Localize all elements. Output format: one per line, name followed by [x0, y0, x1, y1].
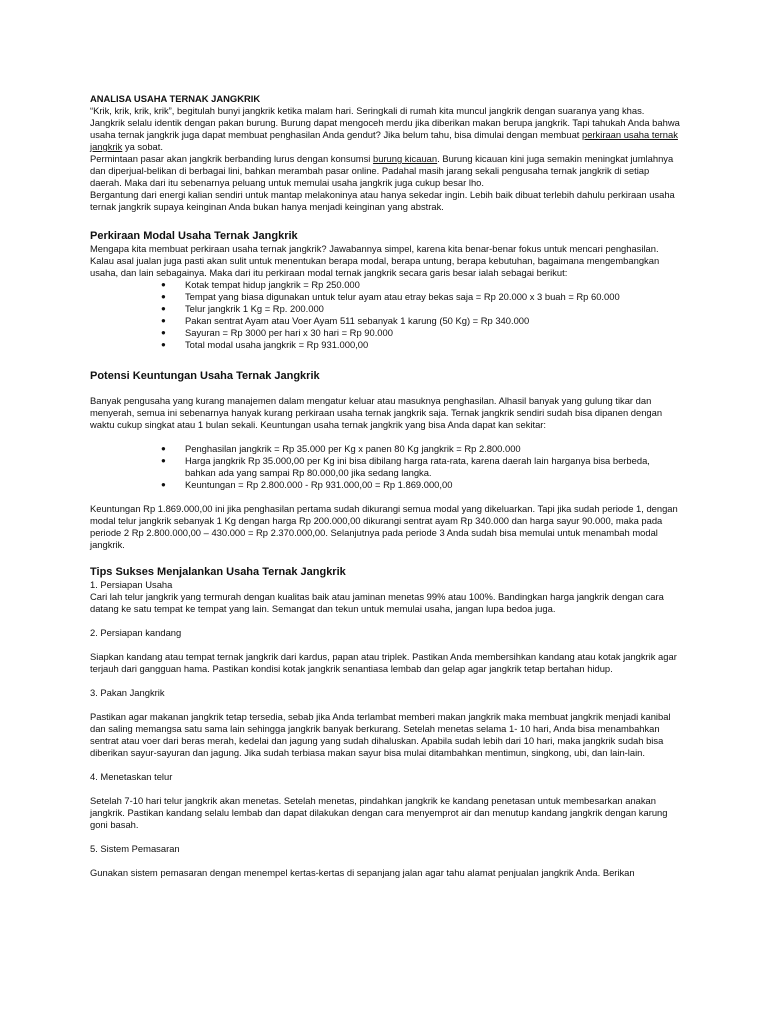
list-item: ● Telur jangkrik 1 Kg = Rp. 200.000 — [90, 303, 680, 315]
tips-section-3-title: 3. Pakan Jangkrik — [90, 687, 165, 698]
tips-section-1-title: 1. Persiapan Usaha — [90, 579, 173, 590]
list-item: ● Penghasilan jangkrik = Rp 35.000 per Kg x panen 80 Kg jangkrik = Rp 2.800.000 — [90, 443, 680, 455]
list-item: ● Harga jangkrik Rp 35.000,00 per Kg ini bisa dibilang harga rata-rata, karena daerah lain harganya bisa berbeda, bahkan ada yang sampai Rp 80.000,00 jika sedang langka. — [90, 455, 680, 479]
list-item: ● Sayuran = Rp 3000 per hari x 30 hari = Rp 90.000 — [90, 327, 680, 339]
potensi-heading: Potensi Keuntungan Usaha Ternak Jangkrik — [90, 370, 320, 382]
list-item: ● Tempat yang biasa digunakan untuk telur ayam atau etray bekas saja = Rp 20.000 x 3 buah = Rp 60.000 — [90, 291, 680, 303]
modal-list — [90, 279, 680, 351]
intro-paragraph-3: Bergantung dari energi kalian sendiri untuk mantap melakoninya atau hanya sekedar ingin. Lebih baik dibuat terlebih dahulu perkiraan usaha ternak jangkrik supaya keinginan Anda bukan hanya menjadi keinginan yang abstrak. — [90, 189, 675, 212]
intro-link-perkiraan[interactable]: perkiraan usaha ternak jangkrik — [90, 129, 678, 152]
intro-p2-text-a: Permintaan pasar akan jangkrik berbanding lurus dengan konsumsi — [90, 153, 373, 164]
potensi-after-paragraph: Keuntungan Rp 1.869.000,00 ini jika penghasilan pertama sudah dikurangi semua modal yang dikeluarkan. Tapi jika sudah periode 1, dengan modal telur jangkrik sebanyak 1 Kg dengan harga Rp 200.000,00 dikurangi sentrat ayam Rp 340.000 dan harga sayur 90.000, maka pada periode 2 Rp 2.800.000,00 – 430.000 = Rp 2.370.000,00. Selanjutnya pada periode 3 Anda sudah bisa memulai untuk menambah modal jangkrik. — [90, 503, 678, 550]
tips-section-1-text: Cari lah telur jangkrik yang termurah dengan kualitas baik atau jaminan menetas 99% atau 100%. Bandingkan harga jangkrik dengan cara datang ke satu tempat ke tempat yang lain. Semangat dan tekun untuk memulai usaha, jangan lupa bedoa juga. — [90, 591, 664, 614]
list-item: ● Kotak tempat hidup jangkrik = Rp 250.000 — [90, 279, 680, 291]
tips-section-4-text: Setelah 7-10 hari telur jangkrik akan menetas. Setelah menetas, pindahkan jangkrik ke kandang penetasan untuk membesarkan anakan jangkrik. Pastikan kandang selalu lembab dan dapat dilakukan dengan cara menyemprot air dan menutup kandang jangkrik dengan karung goni basah. — [90, 795, 668, 830]
document-title: ANALISA USAHA TERNAK JANGKRIK — [90, 93, 261, 104]
list-item: ● Pakan sentrat Ayam atau Voer Ayam 511 sebanyak 1 karung (50 Kg) = Rp 340.000 — [90, 315, 680, 327]
tips-section-5-title: 5. Sistem Pemasaran — [90, 843, 180, 854]
tips-section-2-text: Siapkan kandang atau tempat ternak jangkrik dari kardus, papan atau triplek. Pastikan Anda membersihkan kandang atau kotak jangkrik agar terjauh dari gangguan hama. Pastikan kondisi kotak jangkrik senantiasa lembab dan gelap agar jangkrik tetap bertahan hidup. — [90, 651, 677, 674]
intro-link-burung-kicauan[interactable]: burung kicauan — [372, 153, 438, 164]
tips-heading: Tips Sukses Menjalankan Usaha Ternak Jangkrik — [90, 566, 346, 578]
tips-section-4-title: 4. Menetaskan telur — [90, 771, 173, 782]
potensi-list — [90, 443, 680, 491]
intro-paragraph-1 — [90, 105, 680, 153]
potensi-paragraph: Banyak pengusaha yang kurang manajemen dalam mengatur keluar atau masuknya penghasilan. Alhasil banyak yang gulung tikar dan menyerah, semua ini sebenarnya hanyak kurang perkiraan usaha ternak jangkrik saja. Ternak jangkrik sendiri sudah bisa dipanen dengan waktu cukup singkat atau 1 bulan sekali. Keuntungan usaha ternak jangkrik yang bisa Anda dapat kan sekitar: — [90, 395, 663, 430]
intro-paragraph-2 — [90, 153, 680, 189]
modal-paragraph: Mengapa kita membuat perkiraan usaha ternak jangkrik? Jawabannya simpel, karena kita benar-benar fokus untuk mencari penghasilan. Kalau asal jualan juga pasti akan sulit untuk menentukan berapa modal, berapa untung, berapa kebutuhan, bagaimana mengembangkan usaha, dan lain sebagainya. Maka dari itu perkiraan modal ternak jangkrik secara garis besar ialah sebagai berikut: — [90, 243, 660, 278]
tips-section-3-text: Pastikan agar makanan jangkrik tetap tersedia, sebab jika Anda terlambat memberi makan jangkrik maka membuat jangkrik menjadi kanibal dan saling memangsa satu sama lain sehingga jangkrik banyak berkurang. Setelah menetas selama 1- 10 hari, Anda bisa menambahkan sentrat atau voer dari beras merah, kedelai dan jagung yang sudah dihaluskan. Apabila sudah lebih dari 10 hari, maka jangkrik sudah bisa diberikan sayur-sayuran dan jagung. Jika sudah terbiasa makan sayur bisa mulai ditambahkan mentimun, singkong, ubi, dan lain-lain. — [90, 711, 671, 758]
modal-heading: Perkiraan Modal Usaha Ternak Jangkrik — [90, 230, 298, 242]
intro-p1-text-b: ya sobat. — [122, 141, 163, 152]
tips-section-2-title: 2. Persiapan kandang — [90, 627, 182, 638]
list-item: ● Keuntungan = Rp 2.800.000 - Rp 931.000,00 = Rp 1.869.000,00 — [90, 479, 680, 491]
intro-p2-text-b: . Burung kicauan kini juga semakin meningkat jumlahnya dan diperjual-belikan di berbagai lini, bahkan merambah pasar online. Padahal masih jarang sekali pengusaha ternak jangkrik di setiap daerah. Maka dari itu sebenarnya peluang untuk memulai usaha jangkrik juga cukup besar lho. — [90, 153, 674, 188]
tips-section-5-text: Gunakan sistem pemasaran dengan menempel kertas-kertas di sepanjang jalan agar tahu alamat penjualan jangkrik Anda. Berikan — [90, 867, 635, 878]
document-body — [90, 93, 680, 879]
list-item: ● Total modal usaha jangkrik = Rp 931.000,00 — [90, 339, 680, 351]
intro-p1-text-a: “Krik, krik, krik, krik”, begitulah bunyi jangkrik ketika malam hari. Seringkali di rumah kita muncul jangkrik dengan suaranya yang khas. Jangkrik selalu identik dengan pakan burung. Burung dapat mengoceh merdu jika diberikan makan berupa jangkrik. Tapi tahukah Anda bahwa usaha ternak jangkrik juga dapat membuat penghasilan Anda gendut? Jika belum tahu, bisa dimulai dengan membuat — [90, 105, 680, 140]
